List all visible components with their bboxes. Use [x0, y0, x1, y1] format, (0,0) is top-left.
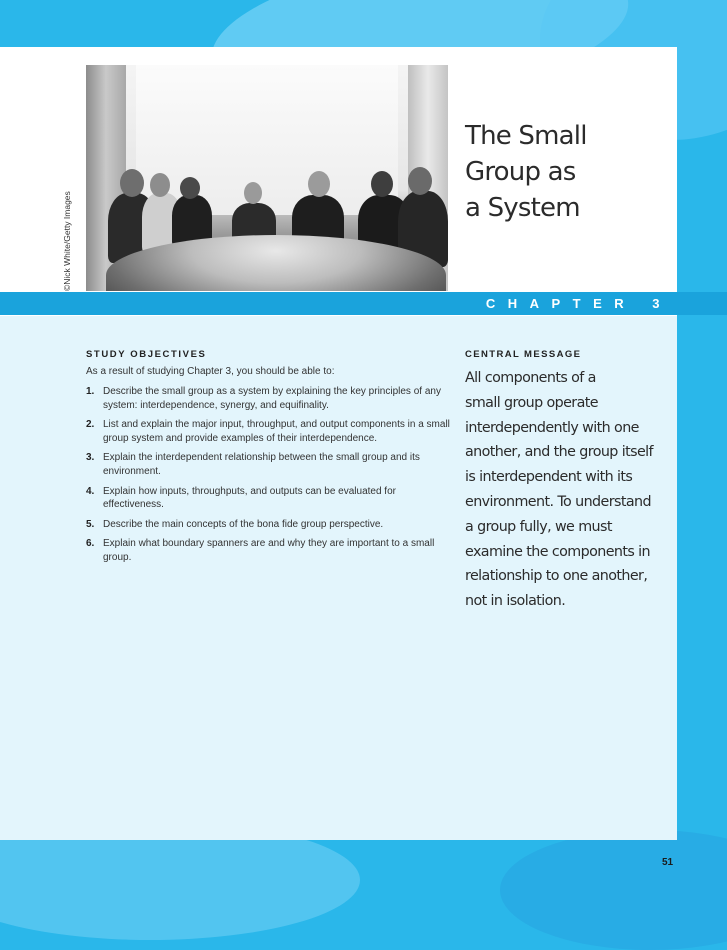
objective-text: List and explain the major input, throughput, and output components in a small group system and provide examples of their interdependence.	[103, 419, 450, 444]
objective-text: Explain the interdependent relationship between the small group and its environment.	[103, 452, 420, 477]
study-objectives-list	[86, 385, 452, 571]
central-message-line: another, and the group itself	[465, 444, 653, 461]
central-message-line: All components of a	[465, 370, 596, 386]
objective-item	[86, 537, 452, 564]
page-number: 51	[662, 857, 674, 868]
photo-window	[136, 65, 398, 215]
photo-credit: ©Nick White/Getty Images	[62, 191, 72, 291]
photo-person-head	[244, 182, 262, 204]
photo-person-head	[408, 167, 432, 195]
objective-text: Explain how inputs, throughputs, and outputs can be evaluated for effectiveness.	[103, 485, 396, 511]
chapter-title-line: a System	[465, 193, 580, 223]
central-message-line: interdependently with one	[465, 419, 639, 436]
central-message-line: not in isolation.	[465, 593, 566, 610]
chapter-title	[465, 118, 665, 226]
objective-number: 4.	[86, 485, 95, 497]
chapter-label: CHAPTER 3	[485, 296, 672, 311]
chapter-title-line: Group as	[465, 157, 576, 187]
study-objectives-heading: STUDY OBJECTIVES	[86, 349, 207, 360]
photo-person-head	[150, 173, 170, 197]
objective-item	[86, 418, 452, 445]
central-message-text	[465, 366, 665, 614]
central-message-line: small group operate	[465, 394, 598, 411]
objective-number: 3.	[86, 452, 95, 464]
photo-person-head	[180, 177, 200, 199]
background-shape	[500, 830, 727, 950]
objective-item	[86, 451, 452, 478]
objective-number: 2.	[86, 419, 95, 431]
photo-person-head	[120, 169, 144, 197]
objective-text: Describe the main concepts of the bona fide group perspective.	[103, 518, 384, 530]
objective-item	[86, 385, 452, 412]
central-message-line: is interdependent with its	[465, 469, 633, 486]
objective-number: 1.	[86, 386, 95, 397]
photo-person-head	[371, 171, 393, 197]
study-objectives-intro: As a result of studying Chapter 3, you should be able to:	[86, 366, 335, 377]
objective-item	[86, 485, 452, 512]
photo-person-head	[308, 171, 330, 197]
central-message-line: environment. To understand	[465, 493, 651, 510]
central-message-line: a group fully, we must	[465, 518, 612, 535]
chapter-title-line: The Small	[465, 121, 587, 151]
objective-number: 6.	[86, 538, 95, 550]
objective-number: 5.	[86, 518, 95, 530]
meeting-photo	[86, 65, 448, 291]
chapter-banner	[0, 292, 727, 315]
objective-text: Explain what boundary spanners are and why they are important to a small group.	[103, 538, 435, 563]
central-message-line: relationship to one another,	[465, 568, 648, 585]
central-message-line: examine the components in	[465, 543, 650, 560]
central-message-heading: CENTRAL MESSAGE	[465, 349, 582, 360]
objective-item	[86, 518, 452, 532]
objective-text: Describe the small group as a system by explaining the key principles of any system: interdependence, synergy, and equifinality.	[103, 386, 441, 411]
